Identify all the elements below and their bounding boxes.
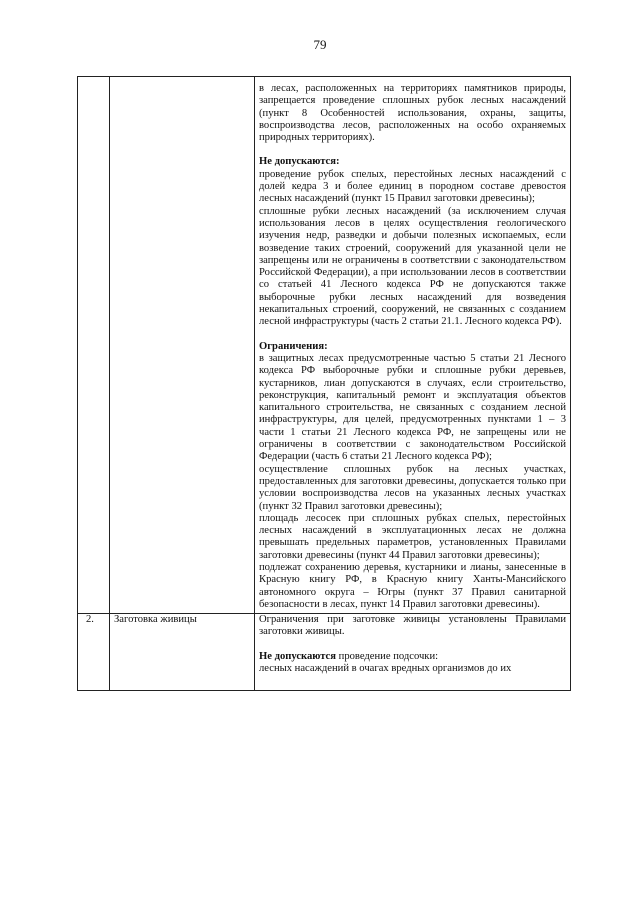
table-row	[78, 614, 571, 691]
not-allowed-text: проведение подсочки:	[336, 650, 439, 662]
not-allowed-item: проведение рубок спелых, перестойных лесных насаждений с долей кедра 3 и более единиц в породном составе древостоя лесных насаждений (пункт 15 Правил заготовки древесины);	[259, 168, 566, 205]
row-number-cell: 2.	[78, 614, 110, 691]
restriction-item: в защитных лесах предусмотренные частью 5 статьи 21 Лесного кодекса РФ выборочные рубки и сплошные рубки деревьев, кустарников, лиан допускаются в случаях, если строительство, реконструкция, капитальный ремонт и эксплуатация объектов капитального строительства, не связанных с созданием лесной инфраструктуры, для целей, предусмотренных пунктами 1 – 3 части 1 статьи 21 Лесного кодекса РФ, не запрещены или не ограничены в соответствии с законодательством Российской Федерации (часть 6 статьи 21 Лесного кодекса РФ);	[259, 352, 566, 463]
not-allowed-label: Не допускаются	[259, 650, 336, 662]
regulations-table	[77, 76, 571, 691]
rules-cell	[255, 77, 571, 614]
activity-name-cell: Заготовка живицы	[110, 614, 255, 691]
not-allowed-item: сплошные рубки лесных насаждений (за исключением случая использования лесов в целях осуществления геологического изучения недр, разведки и добычи полезных ископаемых, если возведение таких строений, сооружений для указанной цели не запрещены или не ограничены в соответствии с законодательством Российской Федерации), а при использовании лесов в соответствии со статьей 41 Лесного кодекса РФ не допускаются также выборочные рубки лесных насаждений для возведения некапитальных строений, сооружений, не связанных с созданием лесной инфраструктуры (часть 2 статьи 21.1. Лесного кодекса РФ).	[259, 205, 566, 328]
restrictions-paragraph: Ограничения при заготовке живицы установлены Правилами заготовки живицы.	[259, 614, 566, 638]
continued-line: лесных насаждений в очагах вредных организмов до их	[259, 663, 512, 675]
restriction-item: площадь лесосек при сплошных рубках спелых, перестойных лесных насаждений в эксплуатационных лесах не должна превышать предельных параметров, установленных Правилами заготовки древесины (пункт 44 Правил заготовки древесины);	[259, 512, 566, 561]
restriction-item: осуществление сплошных рубок на лесных участках, предоставленных для заготовки древесины, допускается только при условии воспроизводства лесов на указанных лесных участках (пункт 32 Правил заготовки древесины);	[259, 463, 566, 512]
row-number-cell	[78, 77, 110, 614]
not-allowed-line	[259, 651, 566, 663]
rules-cell	[255, 614, 571, 691]
page-number: 79	[313, 37, 327, 52]
activity-name-cell	[110, 77, 255, 614]
intro-paragraph: в лесах, расположенных на территориях памятников природы, запрещается проведение сплошных рубок лесных насаждений (пункт 8 Особенностей использования, охраны, защиты, воспроизводства лесов, расположенных на особо охраняемых природных территориях).	[259, 83, 566, 144]
not-allowed-heading: Не допускаются:	[259, 156, 340, 168]
table-row	[78, 77, 571, 614]
restrictions-heading: Ограничения:	[259, 340, 328, 352]
restriction-item: подлежат сохранению деревья, кустарники и лианы, занесенные в Красную книгу РФ, в Красную книгу Ханты-Мансийского автономного округа – Югры (пункт 37 Правил санитарной безопасности в лесах, пункт 14 Правил заготовки древесины).	[259, 561, 566, 610]
